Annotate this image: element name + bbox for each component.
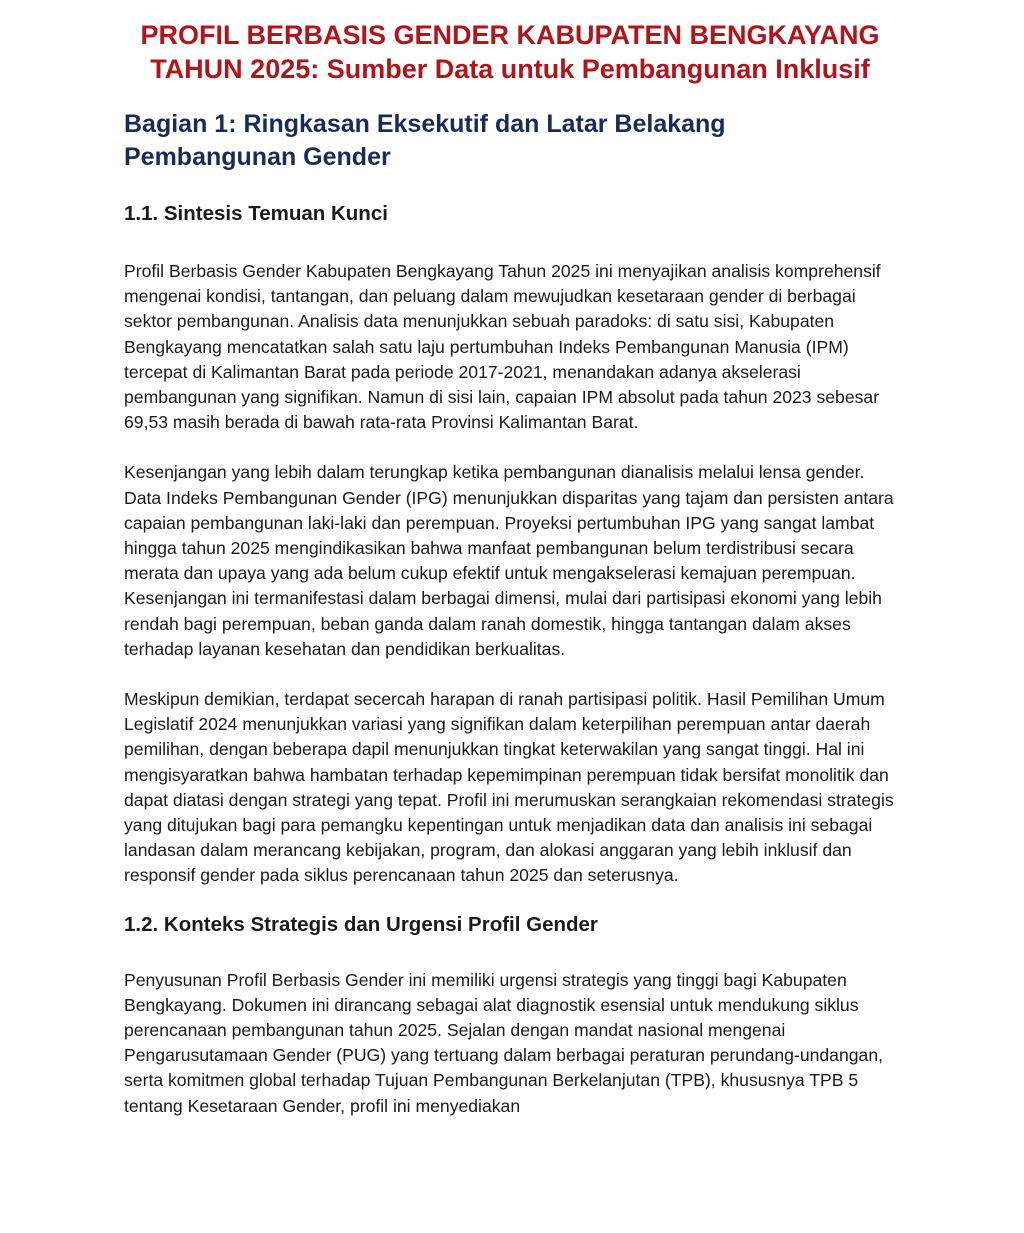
paragraph: Meskipun demikian, terdapat secercah harapan di ranah partisipasi politik. Hasil Pemilihan Umum Legislatif 2024 menunjukkan variasi yang signifikan dalam keterpilihan perempuan antar daerah pemilihan, dengan beberapa dapil menunjukkan tingkat keterwakilan yang sangat tinggi. Hal ini mengisyaratkan bahwa hambatan terhadap kepemimpinan perempuan tidak bersifat monolitik dan dapat diatasi dengan strategi yang tepat. Profil ini merumuskan serangkaian rekomendasi strategis yang ditujukan bagi para pemangku kepentingan untuk menjadikan data dan analisis ini sebagai landasan dalam merancang kebijakan, program, dan alokasi anggaran yang lebih inklusif dan responsif gender pada siklus perencanaan tahun 2025 dan seterusnya. bbox=[124, 689, 894, 886]
subsection-heading-1-1: 1.1. Sintesis Temuan Kunci bbox=[124, 202, 388, 225]
paragraph: Kesenjangan yang lebih dalam terungkap ketika pembangunan dianalisis melalui lensa gender. Data Indeks Pembangunan Gender (IPG) menunjukkan disparitas yang tajam dan persisten antara capaian pembangunan laki-laki dan perempuan. Proyeksi pertumbuhan IPG yang sangat lambat hingga tahun 2025 mengindikasikan bahwa manfaat pembangunan belum terdistribusi secara merata dan upaya yang ada belum cukup efektif untuk mengakselerasi kemajuan perempuan. Kesenjangan ini termanifestasi dalam berbagai dimensi, mulai dari partisipasi ekonomi yang lebih rendah bagi perempuan, beban ganda dalam ranah domestik, hingga tantangan dalam akses terhadap layanan kesehatan dan pendidikan berkualitas. bbox=[124, 462, 894, 659]
subsection-heading-1-2: 1.2. Konteks Strategis dan Urgensi Profil Gender bbox=[124, 912, 598, 936]
paragraph: Penyusunan Profil Berbasis Gender ini memiliki urgensi strategis yang tinggi bagi Kabupaten Bengkayang. Dokumen ini dirancang sebagai alat diagnostik esensial untuk mendukung siklus perencanaan pembangunan tahun 2025. Sejalan dengan mandat nasional mengenai Pengarusutamaan Gender (PUG) yang tertuang dalam berbagai peraturan perundang-undangan, serta komitmen global terhadap Tujuan Pembangunan Berkelanjutan (TPB), khususnya TPB 5 tentang Kesetaraan Gender, profil ini menyediakan bbox=[124, 969, 883, 1116]
section-heading: Bagian 1: Ringkasan Eksekutif dan Latar Belakang Pembangunan Gender bbox=[124, 110, 726, 171]
paragraph: Profil Berbasis Gender Kabupaten Bengkayang Tahun 2025 ini menyajikan analisis komprehensif mengenai kondisi, tantangan, dan peluang dalam mewujudkan kesetaraan gender di berbagai sektor pembangunan. Analisis data menunjukkan sebuah paradoks: di satu sisi, Kabupaten Bengkayang mencatatkan salah satu laju pertumbuhan Indeks Pembangunan Manusia (IPM) tercepat di Kalimantan Barat pada periode 2017-2021, menandakan adanya akselerasi pembangunan yang signifikan. Namun di sisi lain, capaian IPM absolut pada tahun 2023 sebesar 69,53 masih berada di bawah rata-rata Provinsi Kalimantan Barat. bbox=[124, 261, 881, 433]
document-page bbox=[124, 18, 900, 1119]
document-title: PROFIL BERBASIS GENDER KABUPATEN BENGKAYANG TAHUN 2025: Sumber Data untuk Pembangunan Inklusif bbox=[140, 20, 880, 84]
